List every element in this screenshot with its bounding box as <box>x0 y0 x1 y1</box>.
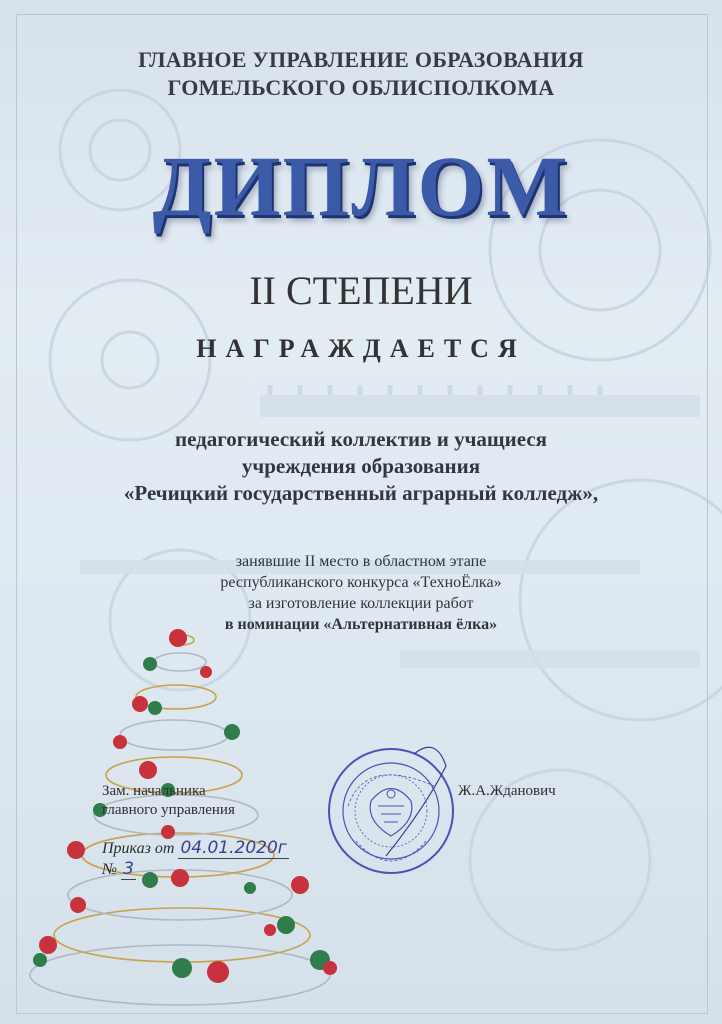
recipient-line-2: учреждения образования <box>241 454 481 478</box>
degree-label: II СТЕПЕНИ <box>249 268 473 313</box>
signatory-position <box>102 782 235 820</box>
reason-line-4: в номинации «Альтернативная ёлка» <box>224 616 498 633</box>
order-date: 04.01.2020г <box>180 838 287 858</box>
signatory-position-line-1: Зам. начальника <box>102 783 206 799</box>
order-reference <box>102 838 289 880</box>
order-number-label: № <box>102 861 118 878</box>
order-label: Приказ от <box>102 840 175 857</box>
reason-line-2: республиканского конкурса «ТехноЁлка» <box>220 574 502 591</box>
recipient-line-1: педагогический коллектив и учащиеся <box>174 427 548 451</box>
official-seal-stamp <box>326 746 456 876</box>
order-date-line <box>102 838 289 859</box>
reason-line-1: занявшие II место в областном этапе <box>235 553 487 570</box>
signatory-position-line-2: главного управления <box>102 802 235 818</box>
order-number-line <box>102 859 289 880</box>
order-number: 3 <box>123 859 134 879</box>
issuer-line-1: ГЛАВНОЕ УПРАВЛЕНИЕ ОБРАЗОВАНИЯ <box>138 47 584 72</box>
reason-line-3: за изготовление коллекции работ <box>248 595 474 612</box>
signatory-name: Ж.А.Жданович <box>458 783 556 799</box>
recipient-line-3: «Речицкий государственный аграрный колледж», <box>123 481 599 505</box>
awarded-label: НАГРАЖДАЕТСЯ <box>196 334 526 363</box>
issuer-line-2: ГОМЕЛЬСКОГО ОБЛИСПОЛКОМА <box>167 75 555 100</box>
diploma-title: ДИПЛОМ <box>152 138 570 234</box>
